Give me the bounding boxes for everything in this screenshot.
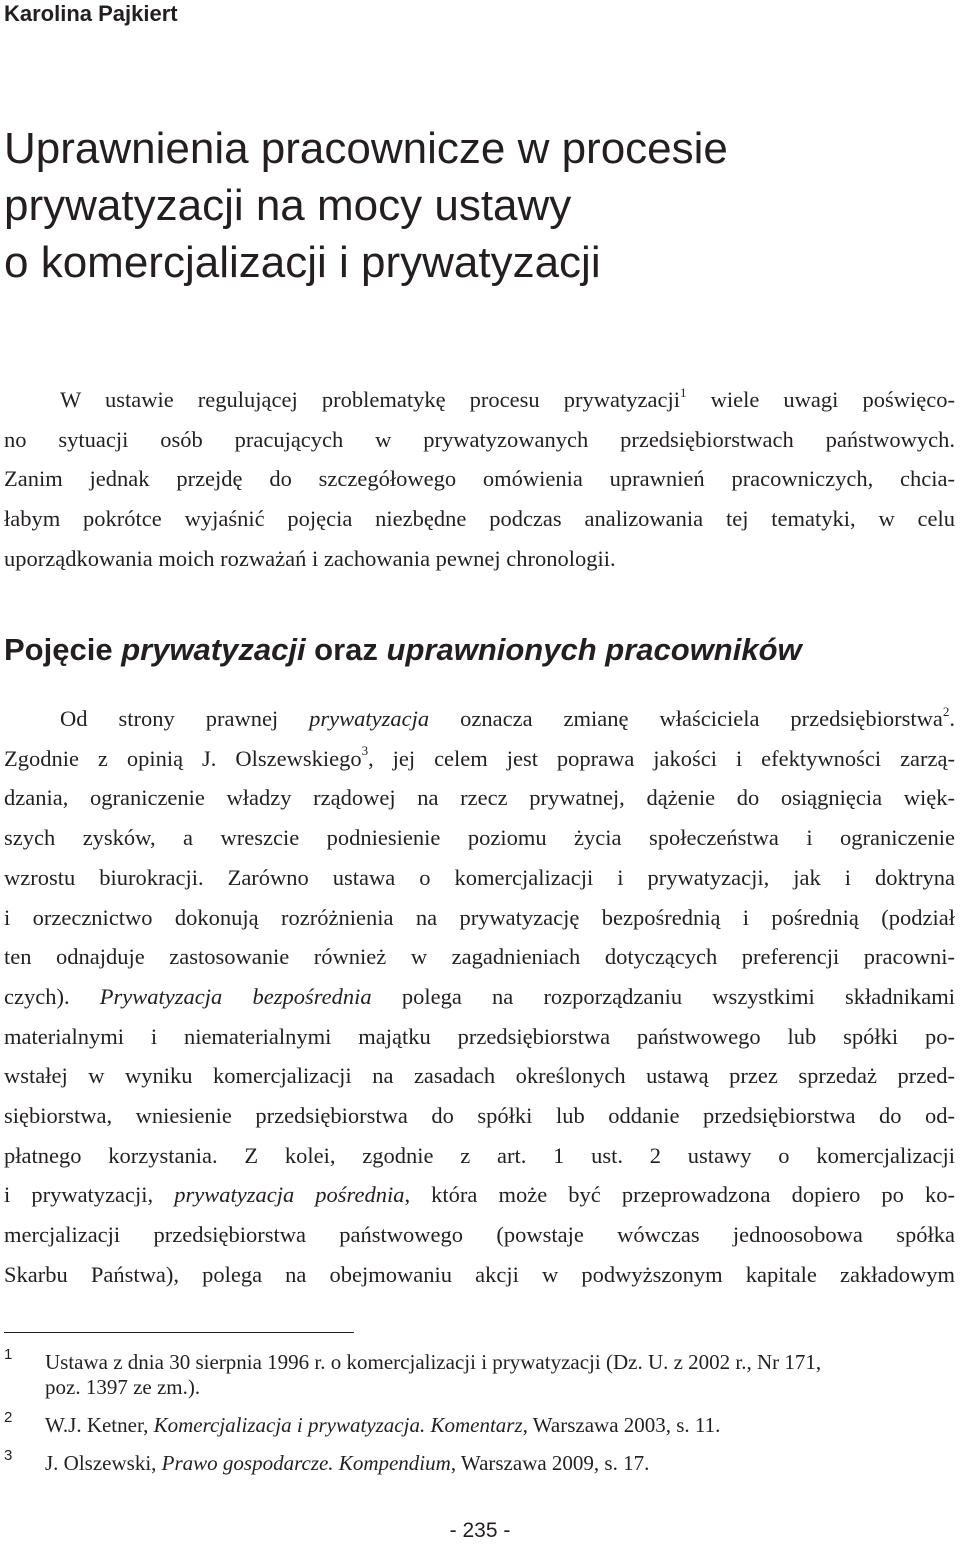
title-line: Uprawnienia pracownicze w procesie — [4, 124, 728, 173]
footnote-ref: 2 — [942, 703, 950, 719]
footnote-ref: 3 — [361, 743, 369, 759]
footnote — [4, 1409, 955, 1438]
footnotes — [4, 1346, 955, 1489]
author-name: Karolina Pajkiert — [4, 1, 178, 26]
paragraph-line: no sytuacji osób pracujących w prywatyzowanych przedsiębiorstwach państwowych. — [4, 426, 955, 452]
paragraph-line: siębiorstwa, wniesienie przedsiębiorstwa do spółki lub oddanie przedsiębiorstwa do od- — [4, 1103, 955, 1129]
footnote-text: poz. 1397 ze zm.). — [45, 1375, 201, 1399]
title-line: prywatyzacji na mocy ustawy — [4, 181, 572, 230]
paragraph-line: wstałej w wyniku komercjalizacji na zasadach określonych ustawą przez sprzedaż przed- — [4, 1063, 955, 1089]
footnote — [4, 1447, 955, 1476]
paragraph-line: i orzecznictwo dokonują rozróżnienia na prywatyzację bezpośrednią i pośrednią (podział — [4, 904, 955, 930]
paragraph-line: Zanim jednak przejdę do szczegółowego omówienia uprawnień pracowniczych, chcia- — [4, 466, 955, 492]
paragraph-line: szych zysków, a wreszcie podniesienie poziomu życia społeczeństwa i ograniczenie — [4, 825, 955, 851]
footnote-number: 3 — [4, 1447, 13, 1464]
footnote-divider — [4, 1332, 354, 1333]
paragraph-line: Zgodnie z opinią J. Olszewskiego$^3$, jej celem jest poprawa jakości i efektywności zarzą- — [4, 743, 955, 771]
paragraph-line: materialnymi i niematerialnymi majątku przedsiębiorstwa państwowego lub spółki po- — [4, 1023, 955, 1049]
footnote-text: Ustawa z dnia 30 sierpnia 1996 r. o komercjalizacji i prywatyzacji (Dz. U. z 2002 r., Nr 171, — [45, 1350, 822, 1374]
footnote-text: J. Olszewski, Prawo gospodarcze. Kompendium, Warszawa 2009, s. 17. — [45, 1451, 650, 1475]
footnote-ref: 1 — [679, 384, 687, 400]
paragraph-line: Od strony prawnej prywatyzacja oznacza zmianę właściciela przedsiębiorstwa$^2$. — [60, 703, 955, 731]
paragraph-line: wzrostu biurokracji. Zarówno ustawa o komercjalizacji i prywatyzacji, jak i doktryna — [4, 864, 955, 890]
page-number: - 235 - — [449, 1519, 511, 1542]
paragraph-line: mercjalizacji przedsiębiorstwa państwowego (powstaje wówczas jednoosobowa spółka — [4, 1222, 955, 1248]
paragraph-line: łabym pokrótce wyjaśnić pojęcia niezbędne podczas analizowania tej tematyki, w celu — [4, 506, 955, 532]
article-title — [4, 120, 954, 291]
paragraph-line: płatnego korzystania. Z kolei, zgodnie z art. 1 ust. 2 ustawy o komercjalizacji — [4, 1142, 955, 1168]
paragraph-line: i prywatyzacji, prywatyzacja pośrednia, która może być przeprowadzona dopiero po ko- — [4, 1182, 955, 1208]
paragraph-line: dzania, ograniczenie władzy rządowej na rzecz prywatnej, dążenie do osiągnięcia więk- — [4, 785, 955, 811]
title-line: o komercjalizacji i prywatyzacji — [4, 238, 601, 287]
footnote-text: W.J. Ketner, Komercjalizacja i prywatyzacja. Komentarz, Warszawa 2003, s. 11. — [45, 1413, 721, 1437]
intro-paragraph — [4, 380, 955, 579]
footnote-number: 2 — [4, 1409, 13, 1426]
paragraph-line: W ustawie regulującej problematykę procesu prywatyzacji$^1$ wiele uwagi poświęco- — [60, 384, 956, 412]
paragraph-line: uporządkowania moich rozważań i zachowania pewnej chronologii. — [4, 545, 616, 571]
paragraph-line: Skarbu Państwa), polega na obejmowaniu akcji w podwyższonym kapitale zakładowym — [4, 1261, 955, 1287]
footnote — [4, 1346, 955, 1400]
footnote-number: 1 — [4, 1346, 13, 1363]
section-heading: Pojęcie prywatyzacji oraz uprawnionych pracowników — [4, 632, 802, 667]
section-paragraph — [4, 699, 955, 1295]
paragraph-line: czych). Prywatyzacja bezpośrednia polega na rozporządzaniu wszystkimi składnikami — [4, 983, 955, 1009]
paragraph-line: ten odnajduje zastosowanie również w zagadnieniach dotyczących preferencji pracowni- — [4, 944, 955, 970]
